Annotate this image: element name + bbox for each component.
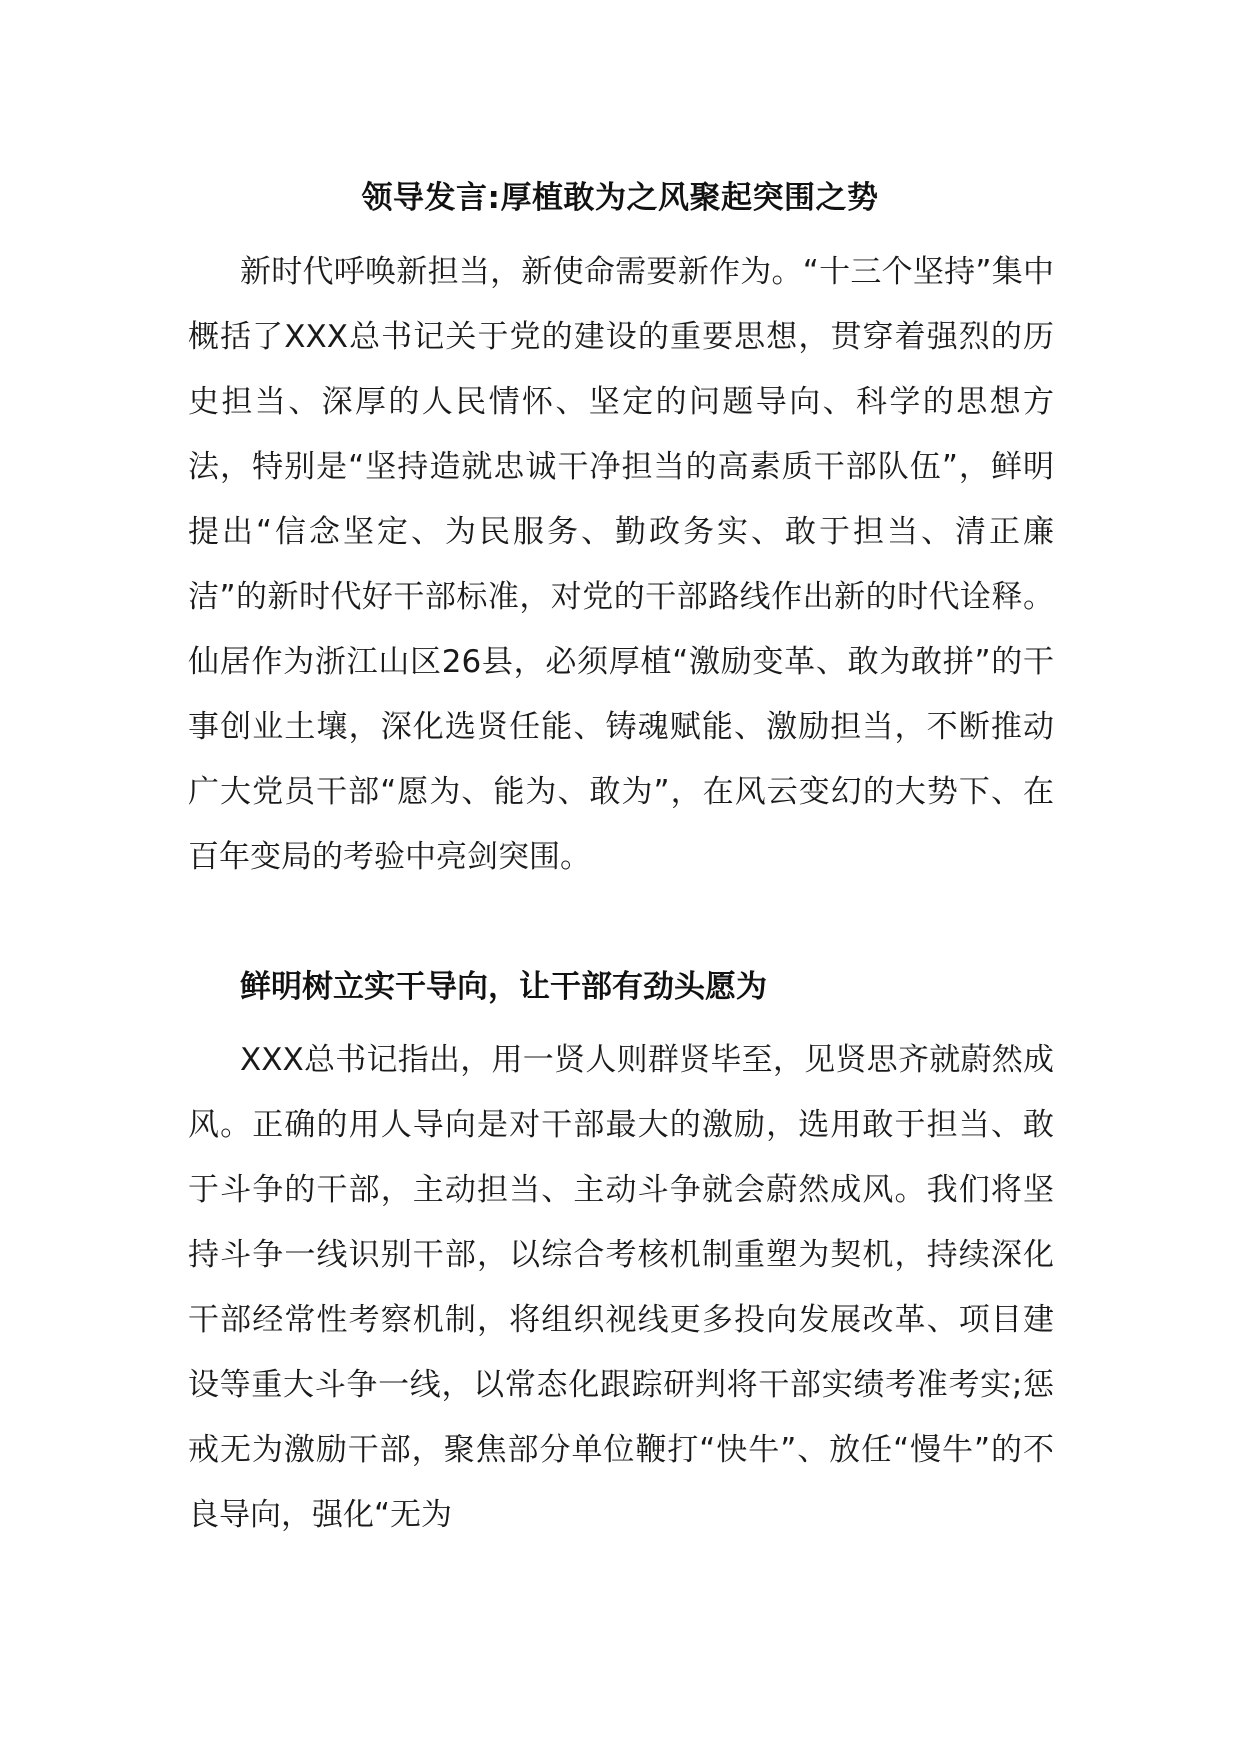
section-heading: 鲜明树立实干导向，让干部有劲头愿为	[240, 969, 767, 1005]
body-paragraph-1: 新时代呼唤新担当，新使命需要新作为。“十三个坚持”集中概括了XXX总书记关于党的建设的重要思想，贯穿着强烈的历史担当、深厚的人民情怀、坚定的问题导向、科学的思想方法，特别是“坚持造就忠诚干净担当的高素质干部队伍”，鲜明提出“信念坚定、为民服务、勤政务实、敢于担当、清正廉洁”的新时代好干部标准，对党的干部路线作出新的时代诠释。仙居作为浙江山区26县，必须厚植“激励变革、敢为敢拼”的干事创业土壤，深化选贤任能、铸魂赋能、激励担当，不断推动广大党员干部“愿为、能为、敢为”，在风云变幻的大势下、在百年变局的考验中亮剑突围。	[188, 254, 1054, 875]
body-paragraph-2: XXX总书记指出，用一贤人则群贤毕至，见贤思齐就蔚然成风。正确的用人导向是对干部最大的激励，选用敢于担当、敢于斗争的干部，主动担当、主动斗争就会蔚然成风。我们将坚持斗争一线识别干部，以综合考核机制重塑为契机，持续深化干部经常性考察机制，将组织视线更多投向发展改革、项目建设等重大斗争一线，以常态化跟踪研判将干部实绩考准考实;惩戒无为激励干部，聚焦部分单位鞭打“快牛”、放任“慢牛”的不良导向，强化“无为	[188, 1042, 1054, 1533]
document-title: 领导发言:厚植敢为之风聚起突围之势	[361, 180, 879, 216]
